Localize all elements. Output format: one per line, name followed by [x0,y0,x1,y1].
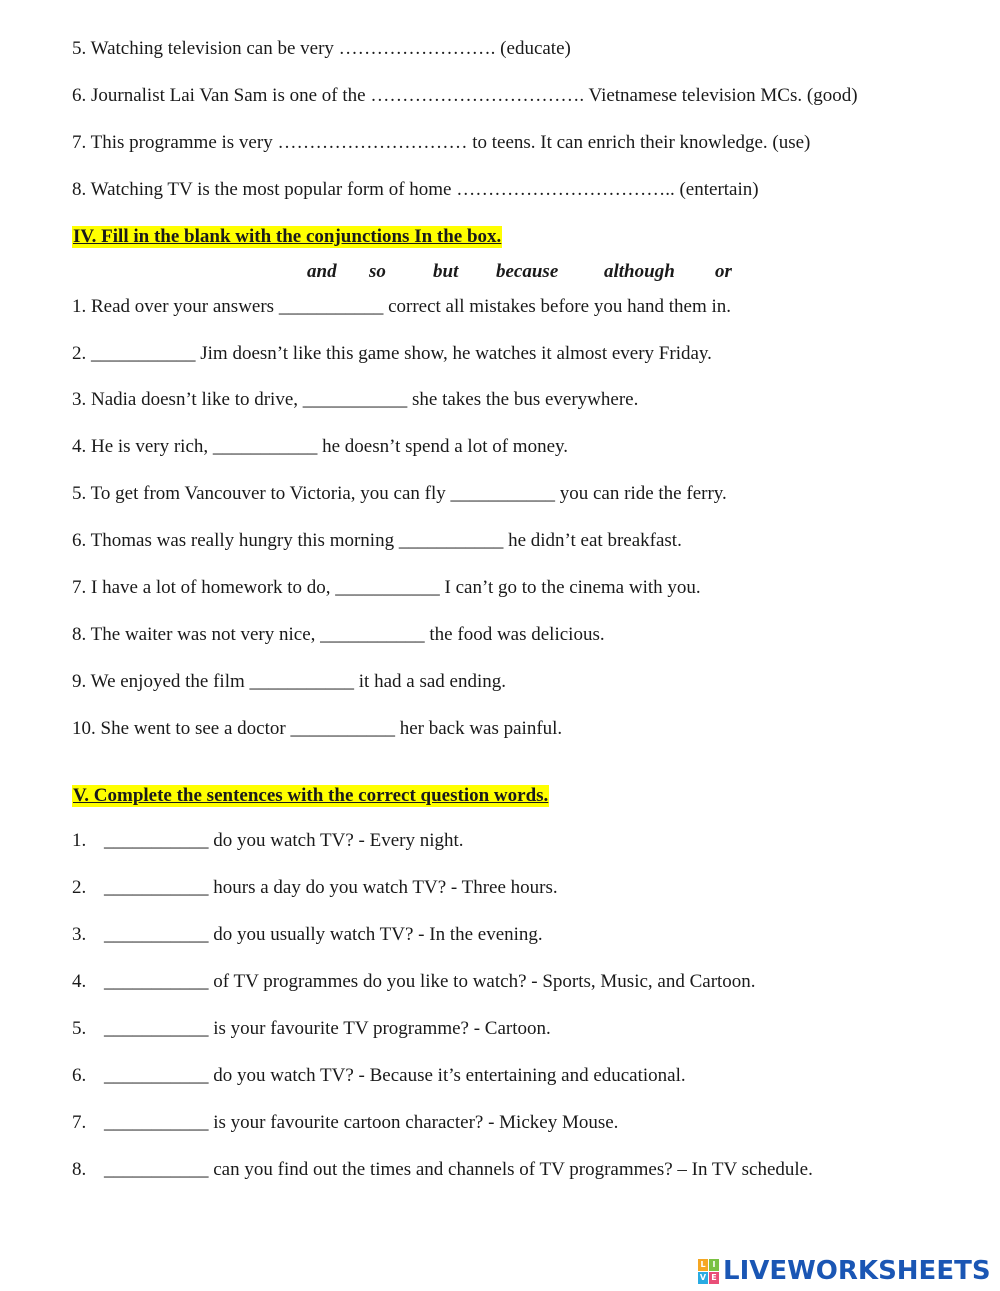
exercise-4-item-3[interactable]: 3. Nadia doesn’t like to drive, ___________ she takes the bus everywhere. [72,389,639,410]
word-although: although [604,261,675,282]
logo-mark-icon: L I V E [698,1259,719,1284]
exercise-5-item-8[interactable] [72,1158,813,1182]
exercise-4-item-8[interactable]: 8. The waiter was not very nice, ___________ the food was delicious. [72,624,605,645]
section-4-heading: IV. Fill in the blank with the conjunctions In the box. [73,226,502,247]
exercise-5-item-5[interactable] [72,1017,551,1041]
exercise-5-item-2[interactable] [72,876,558,900]
exercise-4-item-2[interactable]: 2. ___________ Jim doesn’t like this game show, he watches it almost every Friday. [72,343,712,364]
exercise-5-item-3[interactable] [72,923,543,947]
exercise-4-item-6[interactable]: 6. Thomas was really hungry this morning ___________ he didn’t eat breakfast. [72,530,682,551]
item-number: 3. [72,924,87,945]
item-text[interactable]: ___________ do you usually watch TV? - In the evening. [104,924,543,945]
exercise-4-item-10[interactable]: 10. She went to see a doctor ___________ her back was painful. [72,718,563,739]
item-number: 7. [72,1112,87,1133]
item-text[interactable]: ___________ can you find out the times and channels of TV programmes? – In TV schedule. [104,1159,813,1180]
exercise-4-item-1[interactable]: 1. Read over your answers ___________ correct all mistakes before you hand them in. [72,296,732,317]
item-text[interactable]: ___________ is your favourite TV programme? - Cartoon. [104,1018,551,1039]
item-text[interactable]: ___________ of TV programmes do you like to watch? - Sports, Music, and Cartoon. [104,971,756,992]
word-and: and [307,261,337,282]
exercise-4-item-7[interactable]: 7. I have a lot of homework to do, ___________ I can’t go to the cinema with you. [72,577,701,598]
logo-text: LIVEWORKSHEETS [723,1256,991,1286]
item-text[interactable]: ___________ do you watch TV? - Because it’s entertaining and educational. [104,1065,686,1086]
exercise-4-item-4[interactable]: 4. He is very rich, ___________ he doesn’t spend a lot of money. [72,436,569,457]
item-text[interactable]: ___________ do you watch TV? - Every night. [104,830,464,851]
item-number: 1. [72,830,87,851]
item-text[interactable]: ___________ hours a day do you watch TV? - Three hours. [104,877,558,898]
exercise-3-item-5: 5. Watching television can be very ……………………. (educate) [72,38,571,59]
exercise-5-item-6[interactable] [72,1064,686,1088]
word-or: or [715,261,732,282]
exercise-3-item-6: 6. Journalist Lai Van Sam is one of the ……………………………. Vietnamese television MCs. (good) [72,85,858,106]
word-but: but [433,261,459,282]
item-number: 4. [72,971,87,992]
item-number: 5. [72,1018,87,1039]
exercise-5-item-7[interactable] [72,1111,618,1135]
word-so: so [369,261,386,282]
item-number: 6. [72,1065,87,1086]
word-because: because [496,261,559,282]
item-text[interactable]: ___________ is your favourite cartoon character? - Mickey Mouse. [104,1112,619,1133]
liveworksheets-logo[interactable] [698,1257,991,1285]
exercise-4-item-9[interactable]: 9. We enjoyed the film ___________ it had a sad ending. [72,671,506,692]
exercise-3-item-7: 7. This programme is very ………………………… to teens. It can enrich their knowledge. (use) [72,132,811,153]
exercise-5-item-1[interactable] [72,829,464,853]
exercise-3-item-8: 8. Watching TV is the most popular form of home …………………………….. (entertain) [72,179,759,200]
exercise-5-item-4[interactable] [72,970,756,994]
exercise-4-item-5[interactable]: 5. To get from Vancouver to Victoria, you can fly ___________ you can ride the ferry. [72,483,727,504]
section-5-heading: V. Complete the sentences with the correct question words. [73,785,549,806]
conjunction-word-box [0,261,1000,285]
item-number: 2. [72,877,87,898]
item-number: 8. [72,1159,87,1180]
